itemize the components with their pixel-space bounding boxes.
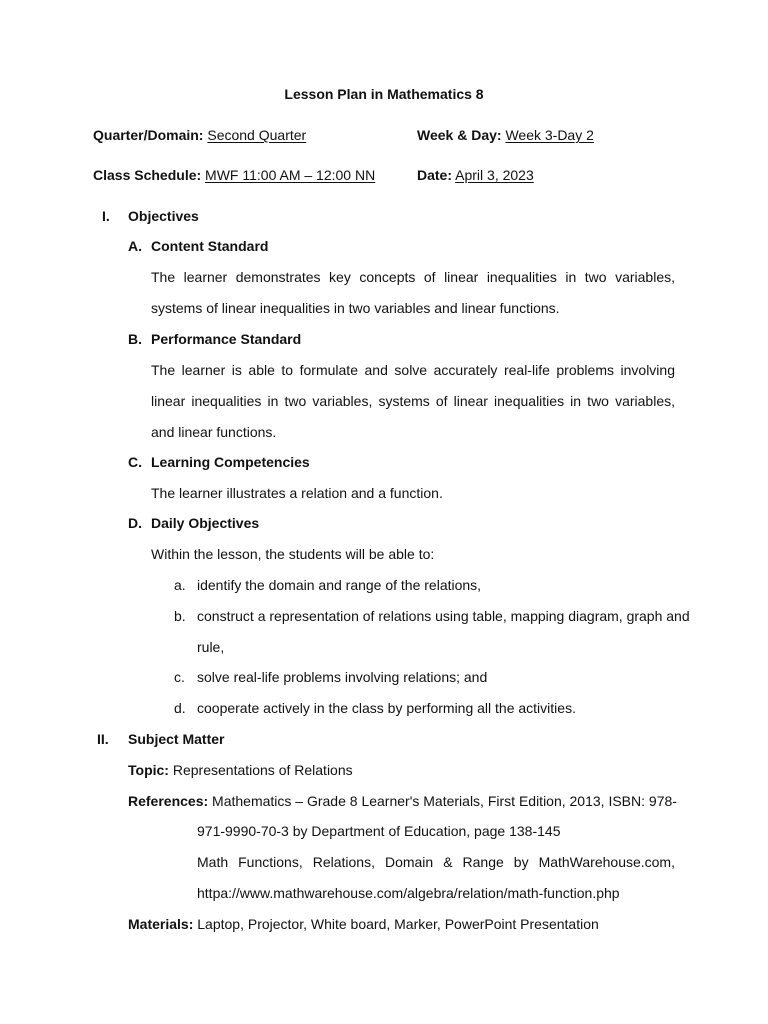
quarter-value: Second Quarter [207, 127, 307, 143]
references-field [128, 792, 677, 810]
daily-objectives-intro: Within the lesson, the students will be able to: [151, 546, 435, 562]
objective-marker-b: b. [174, 608, 186, 624]
objective-marker-a: a. [174, 577, 186, 593]
reference-line-3: Math Functions, Relations, Domain & Range by MathWarehouse.com, [197, 854, 675, 870]
objective-item-c: solve real-life problems involving relations; and [197, 669, 488, 685]
page-title: Lesson Plan in Mathematics 8 [284, 86, 484, 102]
quarter-label: Quarter/Domain: [93, 127, 204, 143]
date-value: April 3, 2023 [455, 167, 534, 183]
objective-item-a: identify the domain and range of the relations, [197, 577, 482, 593]
performance-standard-line-2: linear inequalities in two variables, systems of linear inequalities in two variables, [151, 393, 675, 409]
performance-standard-line-1: The learner is able to formulate and solve accurately real-life problems involving [151, 362, 675, 378]
objective-item-b-line-1: construct a representation of relations using table, mapping diagram, graph and [197, 608, 690, 624]
reference-line-2: 971-9990-70-3 by Department of Education, page 138-145 [197, 823, 561, 839]
schedule-field [93, 166, 375, 184]
subsection-a-letter: A. [128, 238, 142, 254]
reference-line-1: Mathematics – Grade 8 Learner's Materials, First Edition, 2013, ISBN: 978- [212, 793, 677, 809]
section-1-numeral: I. [102, 208, 110, 224]
subsection-a-heading: Content Standard [151, 238, 269, 254]
section-2-heading: Subject Matter [128, 731, 225, 747]
schedule-label: Class Schedule: [93, 167, 202, 183]
reference-line-4: httpa://www.mathwarehouse.com/algebra/relation/math-function.php [197, 885, 620, 901]
subsection-d-letter: D. [128, 515, 142, 531]
quarter-field [93, 126, 306, 144]
materials-label: Materials: [128, 916, 194, 932]
materials-value: Laptop, Projector, White board, Marker, PowerPoint Presentation [197, 916, 599, 932]
subsection-b-heading: Performance Standard [151, 331, 302, 347]
subsection-d-heading: Daily Objectives [151, 515, 260, 531]
content-standard-line-1: The learner demonstrates key concepts of linear inequalities in two variables, [151, 269, 675, 285]
week-day-field [417, 126, 594, 144]
learning-competency-text: The learner illustrates a relation and a function. [151, 485, 443, 501]
section-1-heading: Objectives [128, 208, 199, 224]
objective-marker-c: c. [174, 669, 185, 685]
topic-label: Topic: [128, 762, 169, 778]
objective-marker-d: d. [174, 700, 186, 716]
subsection-c-heading: Learning Competencies [151, 454, 310, 470]
week-day-value: Week 3-Day 2 [505, 127, 594, 143]
materials-field [128, 915, 599, 933]
date-field [417, 166, 534, 184]
date-label: Date: [417, 167, 453, 183]
week-day-label: Week & Day: [417, 127, 502, 143]
topic-value: Representations of Relations [172, 762, 353, 778]
section-2-numeral: II. [97, 731, 109, 747]
topic-field [128, 761, 353, 779]
references-label: References: [128, 793, 209, 809]
objective-item-d: cooperate actively in the class by performing all the activities. [197, 700, 576, 716]
subsection-c-letter: C. [128, 454, 142, 470]
content-standard-line-2: systems of linear inequalities in two variables and linear functions. [151, 300, 560, 316]
objective-item-b-line-2: rule, [197, 639, 225, 655]
performance-standard-line-3: and linear functions. [151, 424, 277, 440]
schedule-value: MWF 11:00 AM – 12:00 NN [205, 167, 376, 183]
subsection-b-letter: B. [128, 331, 142, 347]
